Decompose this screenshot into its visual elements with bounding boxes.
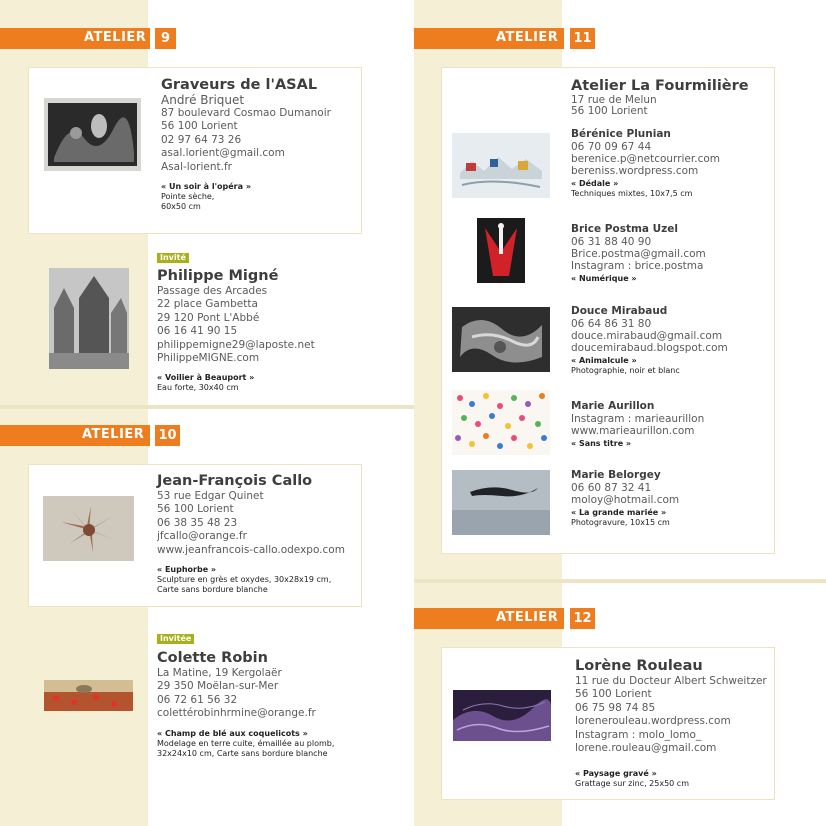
work-technique: Techniques mixtes, 10x7,5 cm xyxy=(571,189,693,198)
artist-name: Graveurs de l'ASAL xyxy=(161,77,318,93)
artist-name: Bérénice Plunian xyxy=(571,128,671,140)
artwork-image-dedale xyxy=(452,133,550,198)
artwork-image-grande-mariee xyxy=(452,470,550,535)
contact-line: jfcallo@orange.fr xyxy=(157,530,247,543)
work-title: « Dédale » xyxy=(571,179,619,188)
place-info-fourmiliere xyxy=(571,78,749,117)
artist-name: Philippe Migné xyxy=(157,268,279,284)
contact-line: La Matine, 19 Kergolaër xyxy=(157,667,282,679)
place-name: Atelier La Fourmilière xyxy=(571,78,749,94)
contact-line: berenice.p@netcourrier.com xyxy=(571,153,721,165)
contact-line: 53 rue Edgar Quinet xyxy=(157,490,264,502)
atelier-number: 11 xyxy=(570,28,595,49)
artwork-image-euphorbe xyxy=(43,496,134,561)
contact-line: 06 75 98 74 85 xyxy=(575,701,656,714)
atelier-word: ATELIER xyxy=(82,427,145,442)
work-technique: 32x24x10 cm, Carte sans bordure blanche xyxy=(157,748,328,758)
work-technique: 60x50 cm xyxy=(161,202,201,212)
separator-left xyxy=(0,405,414,409)
work-title: « La grande mariée » xyxy=(571,508,667,517)
address-line: 17 rue de Melun xyxy=(571,94,657,106)
artwork-image-sans-titre xyxy=(452,390,550,455)
contact-line: 06 38 35 48 23 xyxy=(157,516,238,529)
artist-info-mirabaud xyxy=(571,305,728,376)
contact-line: 11 rue du Docteur Albert Schweitzer xyxy=(575,675,767,687)
work-technique: Eau forte, 30x40 cm xyxy=(157,383,239,393)
artist-info-asal xyxy=(161,77,331,212)
contact-line: philippemigne29@laposte.net xyxy=(157,338,315,351)
work-technique: Photogravure, 10x15 cm xyxy=(571,518,670,527)
contact-line: asal.lorient@gmail.com xyxy=(161,147,285,160)
contact-line: Passage des Arcades xyxy=(157,285,268,297)
artist-name: Marie Belorgey xyxy=(571,469,661,481)
work-technique: Pointe sèche, xyxy=(161,192,215,202)
artist-name: Brice Postma Uzel xyxy=(571,223,678,235)
artwork-image-opera xyxy=(44,98,141,171)
contact-line: douce.mirabaud@gmail.com xyxy=(571,330,723,342)
work-technique: Photographie, noir et blanc xyxy=(571,366,680,375)
contact-line: 29 120 Pont L'Abbé xyxy=(157,311,260,324)
contact-line: 02 97 64 73 26 xyxy=(161,133,242,146)
contact-line: bereniss.wordpress.com xyxy=(571,165,699,177)
contact-line: lorene.rouleau@gmail.com xyxy=(575,742,717,755)
artwork-image-animalcule xyxy=(452,307,550,372)
contact-line: 06 70 09 67 44 xyxy=(571,141,652,153)
artist-name: Lorène Rouleau xyxy=(575,658,703,674)
contact-line: Asal-lorient.fr xyxy=(161,160,232,173)
atelier-word: ATELIER xyxy=(84,30,147,45)
artist-info-robin xyxy=(157,650,334,759)
artwork-image-paysage-grave xyxy=(453,690,551,741)
artist-info-callo xyxy=(157,473,345,595)
artist-info-plunian xyxy=(571,128,720,199)
work-title: « Champ de blé aux coquelicots » xyxy=(157,728,308,738)
work-title: « Animalcule » xyxy=(571,356,637,365)
contact-line: www.jeanfrancois-callo.odexpo.com xyxy=(157,543,345,556)
work-title: « Sans titre » xyxy=(571,439,632,448)
contact-line: 06 60 87 32 41 xyxy=(571,482,652,494)
work-technique: Carte sans bordure blanche xyxy=(157,585,268,595)
contact-line: lorenerouleau.wordpress.com xyxy=(575,715,731,728)
contact-line: moloy@hotmail.com xyxy=(571,494,680,506)
work-title: « Voilier à Beauport » xyxy=(157,373,255,383)
artist-name: Colette Robin xyxy=(157,650,268,666)
contact-line: 22 place Gambetta xyxy=(157,298,258,311)
artist-info-migne xyxy=(157,268,315,393)
contact-line: 06 31 88 40 90 xyxy=(571,236,652,248)
artwork-image-coquelicots xyxy=(44,680,133,711)
atelier-number: 10 xyxy=(155,425,180,446)
contact-line: colettérobinhrmine@orange.fr xyxy=(157,707,316,720)
atelier-10-header xyxy=(0,425,180,446)
artist-info-belorgey xyxy=(571,469,679,528)
atelier-word: ATELIER xyxy=(496,30,559,45)
contact-line: 56 100 Lorient xyxy=(161,120,238,133)
contact-line: www.marieaurillon.com xyxy=(571,425,695,437)
atelier-12-header xyxy=(414,608,596,629)
contact-line: 87 boulevard Cosmao Dumanoir xyxy=(161,107,331,119)
contact-line: 29 350 Moëlan-sur-Mer xyxy=(157,680,279,693)
contact-line: Brice.postma@gmail.com xyxy=(571,248,706,260)
contact-line: 06 72 61 56 32 xyxy=(157,693,238,706)
work-technique: Grattage sur zinc, 25x50 cm xyxy=(575,779,689,789)
atelier-number: 12 xyxy=(570,608,595,629)
atelier-word: ATELIER xyxy=(496,610,559,625)
guest-badge: Invitée xyxy=(157,634,194,644)
work-title: « Numérique » xyxy=(571,274,637,283)
work-title: « Un soir à l'opéra » xyxy=(161,182,251,192)
artist-name: Jean-François Callo xyxy=(157,473,313,489)
atelier-11-header xyxy=(414,28,596,49)
address-line: 56 100 Lorient xyxy=(571,105,648,117)
contact-line: Instagram : marieaurillon xyxy=(571,413,705,425)
atelier-9-header xyxy=(0,28,180,49)
contact-line: Instagram : molo_lomo_ xyxy=(575,728,702,741)
contact-line: 06 64 86 31 80 xyxy=(571,318,652,330)
contact-line: Instagram : brice.postma xyxy=(571,260,704,272)
artist-info-postma xyxy=(571,223,706,284)
separator-right xyxy=(414,579,826,583)
artist-name: Douce Mirabaud xyxy=(571,305,668,317)
contact-line: PhilippeMIGNE.com xyxy=(157,352,260,365)
contact-line: doucemirabaud.blogspot.com xyxy=(571,342,728,354)
work-title: « Euphorbe » xyxy=(157,565,217,575)
artist-info-rouleau xyxy=(575,658,767,789)
atelier-number: 9 xyxy=(155,28,176,49)
artwork-image-numerique xyxy=(477,218,525,283)
work-technique: Sculpture en grès et oxydes, 30x28x19 cm, xyxy=(157,575,332,585)
guest-badge: Invité xyxy=(157,253,189,263)
contact-line: 56 100 Lorient xyxy=(157,503,234,516)
contact-line: André Briquet xyxy=(161,93,245,107)
contact-line: 06 16 41 90 15 xyxy=(157,325,238,338)
work-technique: Modelage en terre cuite, émaillée au plomb, xyxy=(157,738,335,748)
artwork-image-voilier xyxy=(49,268,129,369)
artist-name: Marie Aurillon xyxy=(571,400,655,412)
contact-line: 56 100 Lorient xyxy=(575,688,652,701)
artist-info-aurillon xyxy=(571,400,704,449)
work-title: « Paysage gravé » xyxy=(575,769,657,779)
